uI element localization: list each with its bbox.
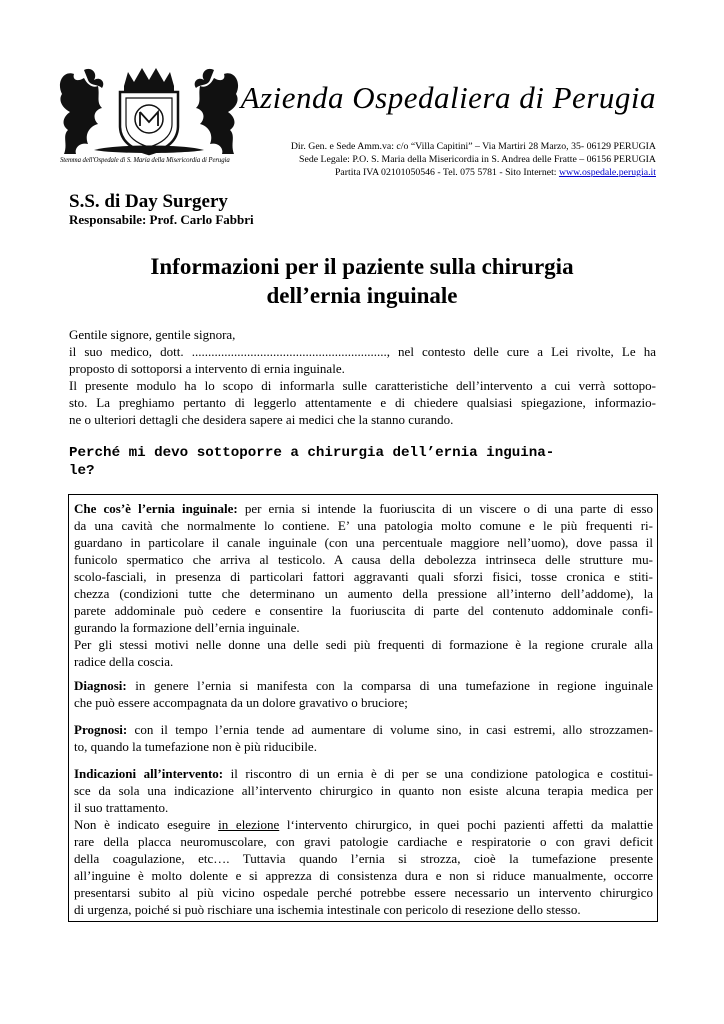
website-link[interactable]: www.ospedale.perugia.it [558,167,656,178]
text-line: il suo trattamento. [74,800,169,815]
text-line: Per gli stessi motivi nelle donne una delle sedi più frequenti di formazione è la regione crurale alla [74,637,653,652]
text-line: il riscontro di un ernia è di per se una condizione patologica e costitui- [223,766,654,781]
what-is-hernia-label: Che cos’è l’ernia inguinale: [74,501,238,516]
what-is-hernia-paragraph [74,500,653,670]
document-title-line-2: dell’ernia inguinale [266,283,458,308]
text-line: guardano in particolare il canale inguinale (con una percentuale maggiore nell’uomo), dove passa il [74,535,653,550]
contact-info: Partita IVA 02101050546 - Tel. 075 5781 - Sito Internet: [334,167,559,178]
text-line: Non è indicato eseguire [74,817,219,832]
text-line: funicolo spermatico che arriva al testicolo. A causa della debolezza intrinseca delle strutture mu- [74,552,653,567]
intro-line: Gentile signore, gentile signora, [69,327,236,342]
info-box [68,494,658,922]
prognosis-label: Prognosi: [74,722,128,737]
address-line-3 [335,167,656,178]
text-line: da una cavità che normalmente lo contiene. E’ una patologia molto comune e le più frequenti ri- [74,518,653,533]
text-line: con il tempo l’ernia tende ad aumentare di volume sino, in casi estremi, allo strozzamen- [127,722,653,737]
indications-label: Indicazioni all’intervento: [74,766,224,781]
section-heading [69,444,659,480]
text-line: gurando la formazione dell’ernia inguinale. [74,620,300,635]
intro-line: sto. La preghiamo pertanto di leggerlo attentamente e di chiedere qualsiasi spiegazione, informazio- [69,395,656,410]
intro-line: ne o ulteriori dettagli che desidera sapere ai medici che la stanno curando. [69,412,454,427]
text-line: sce da sola una indicazione all’intervento chirurgico in quanto non esiste alcuna terapia medica per [74,783,653,798]
text-line: per ernia si intende la fuoriuscita di un viscere o di una parte di esso [237,501,654,516]
text-line: parete addominale può cedere e consentire la fuoriuscita di parte del contenuto addominale confi- [74,603,653,618]
logo-caption: Stemma dell'Ospedale di S. Maria della Misericordia di Perugia [60,157,230,164]
prognosis-paragraph [74,721,653,755]
indications-paragraph [74,765,653,918]
text-line: presentarsi subito al più vicino ospedale perché potrebbe essere necessario un intervento chirurgico [74,885,653,900]
coat-of-arms-icon [54,64,244,156]
organization-name: Azienda Ospedaliera di Perugia [240,80,656,115]
address-line-2: Sede Legale: P.O. S. Maria della Misericordia in S. Andrea delle Fratte – 06156 PERUGIA [299,154,656,165]
text-line: rare della placca neuromuscolare, con gravi patologie cardiache e respiratorie o con gravi deficit [74,834,653,849]
intro-line: Il presente modulo ha lo scopo di informarla sulle caratteristiche dell’intervento a cui verrà sottopo- [69,378,656,393]
text-line: l‘intervento chirurgico, in quei pochi pazienti affetti da malattie [279,817,654,832]
coat-of-arms [54,64,244,172]
diagnosis-label: Diagnosi: [74,678,127,693]
diagnosis-paragraph [74,677,653,711]
unit-responsible: Responsabile: Prof. Carlo Fabbri [69,212,254,227]
address-line-1: Dir. Gen. e Sede Amm.va: c/o “Villa Capitini” – Via Martiri 28 Marzo, 35- 06129 PERUGIA [290,141,656,152]
document-title-line-1: Informazioni per il paziente sulla chirurgia [150,254,574,279]
intro-paragraph [69,326,656,428]
text-line: della coagulazione, etc…. Tuttavia quando l’ernia si strozza, cioè la tumefazione presente [74,851,653,866]
text-line: di urgenza, poiché si può rischiare una ischemia intestinale con pericolo di resezione dello stesso. [74,902,581,917]
text-line: che può essere accompagnata da un dolore gravativo o bruciore; [74,695,408,710]
intro-line: proposto di sottoporsi a intervento di ernia inguinale. [69,361,345,376]
text-line: radice della coscia. [74,654,174,669]
section-heading-line-1: Perché mi devo sottoporre a chirurgia dell’ernia inguina- [69,445,555,461]
elective-underlined: in elezione [218,817,280,832]
text-line: in genere l’ernia si manifesta con la comparsa di una tumefazione in regione inguinale [126,678,653,693]
text-line: chezza (condizioni tutte che determinano un aumento della pressione all’interno dell’addome), la [74,586,653,601]
unit-name: S.S. di Day Surgery [69,191,228,212]
text-line: all’inguine è molto dolente e si apprezza di consistenza dura e non si riduce manualmente, occorre [74,868,653,883]
intro-line: il suo medico, dott. ............................................................, nel contesto delle cure a Lei rivolte, Le ha [69,344,656,359]
document-title [69,252,655,310]
text-line: to, quando la tumefazione non è più riducibile. [74,739,317,754]
text-line: scolo-fasciali, in presenza di particolari fattori aggravanti quali sforzi fisici, tosse cronica e stiti- [74,569,653,584]
section-heading-line-2: le? [69,463,95,479]
